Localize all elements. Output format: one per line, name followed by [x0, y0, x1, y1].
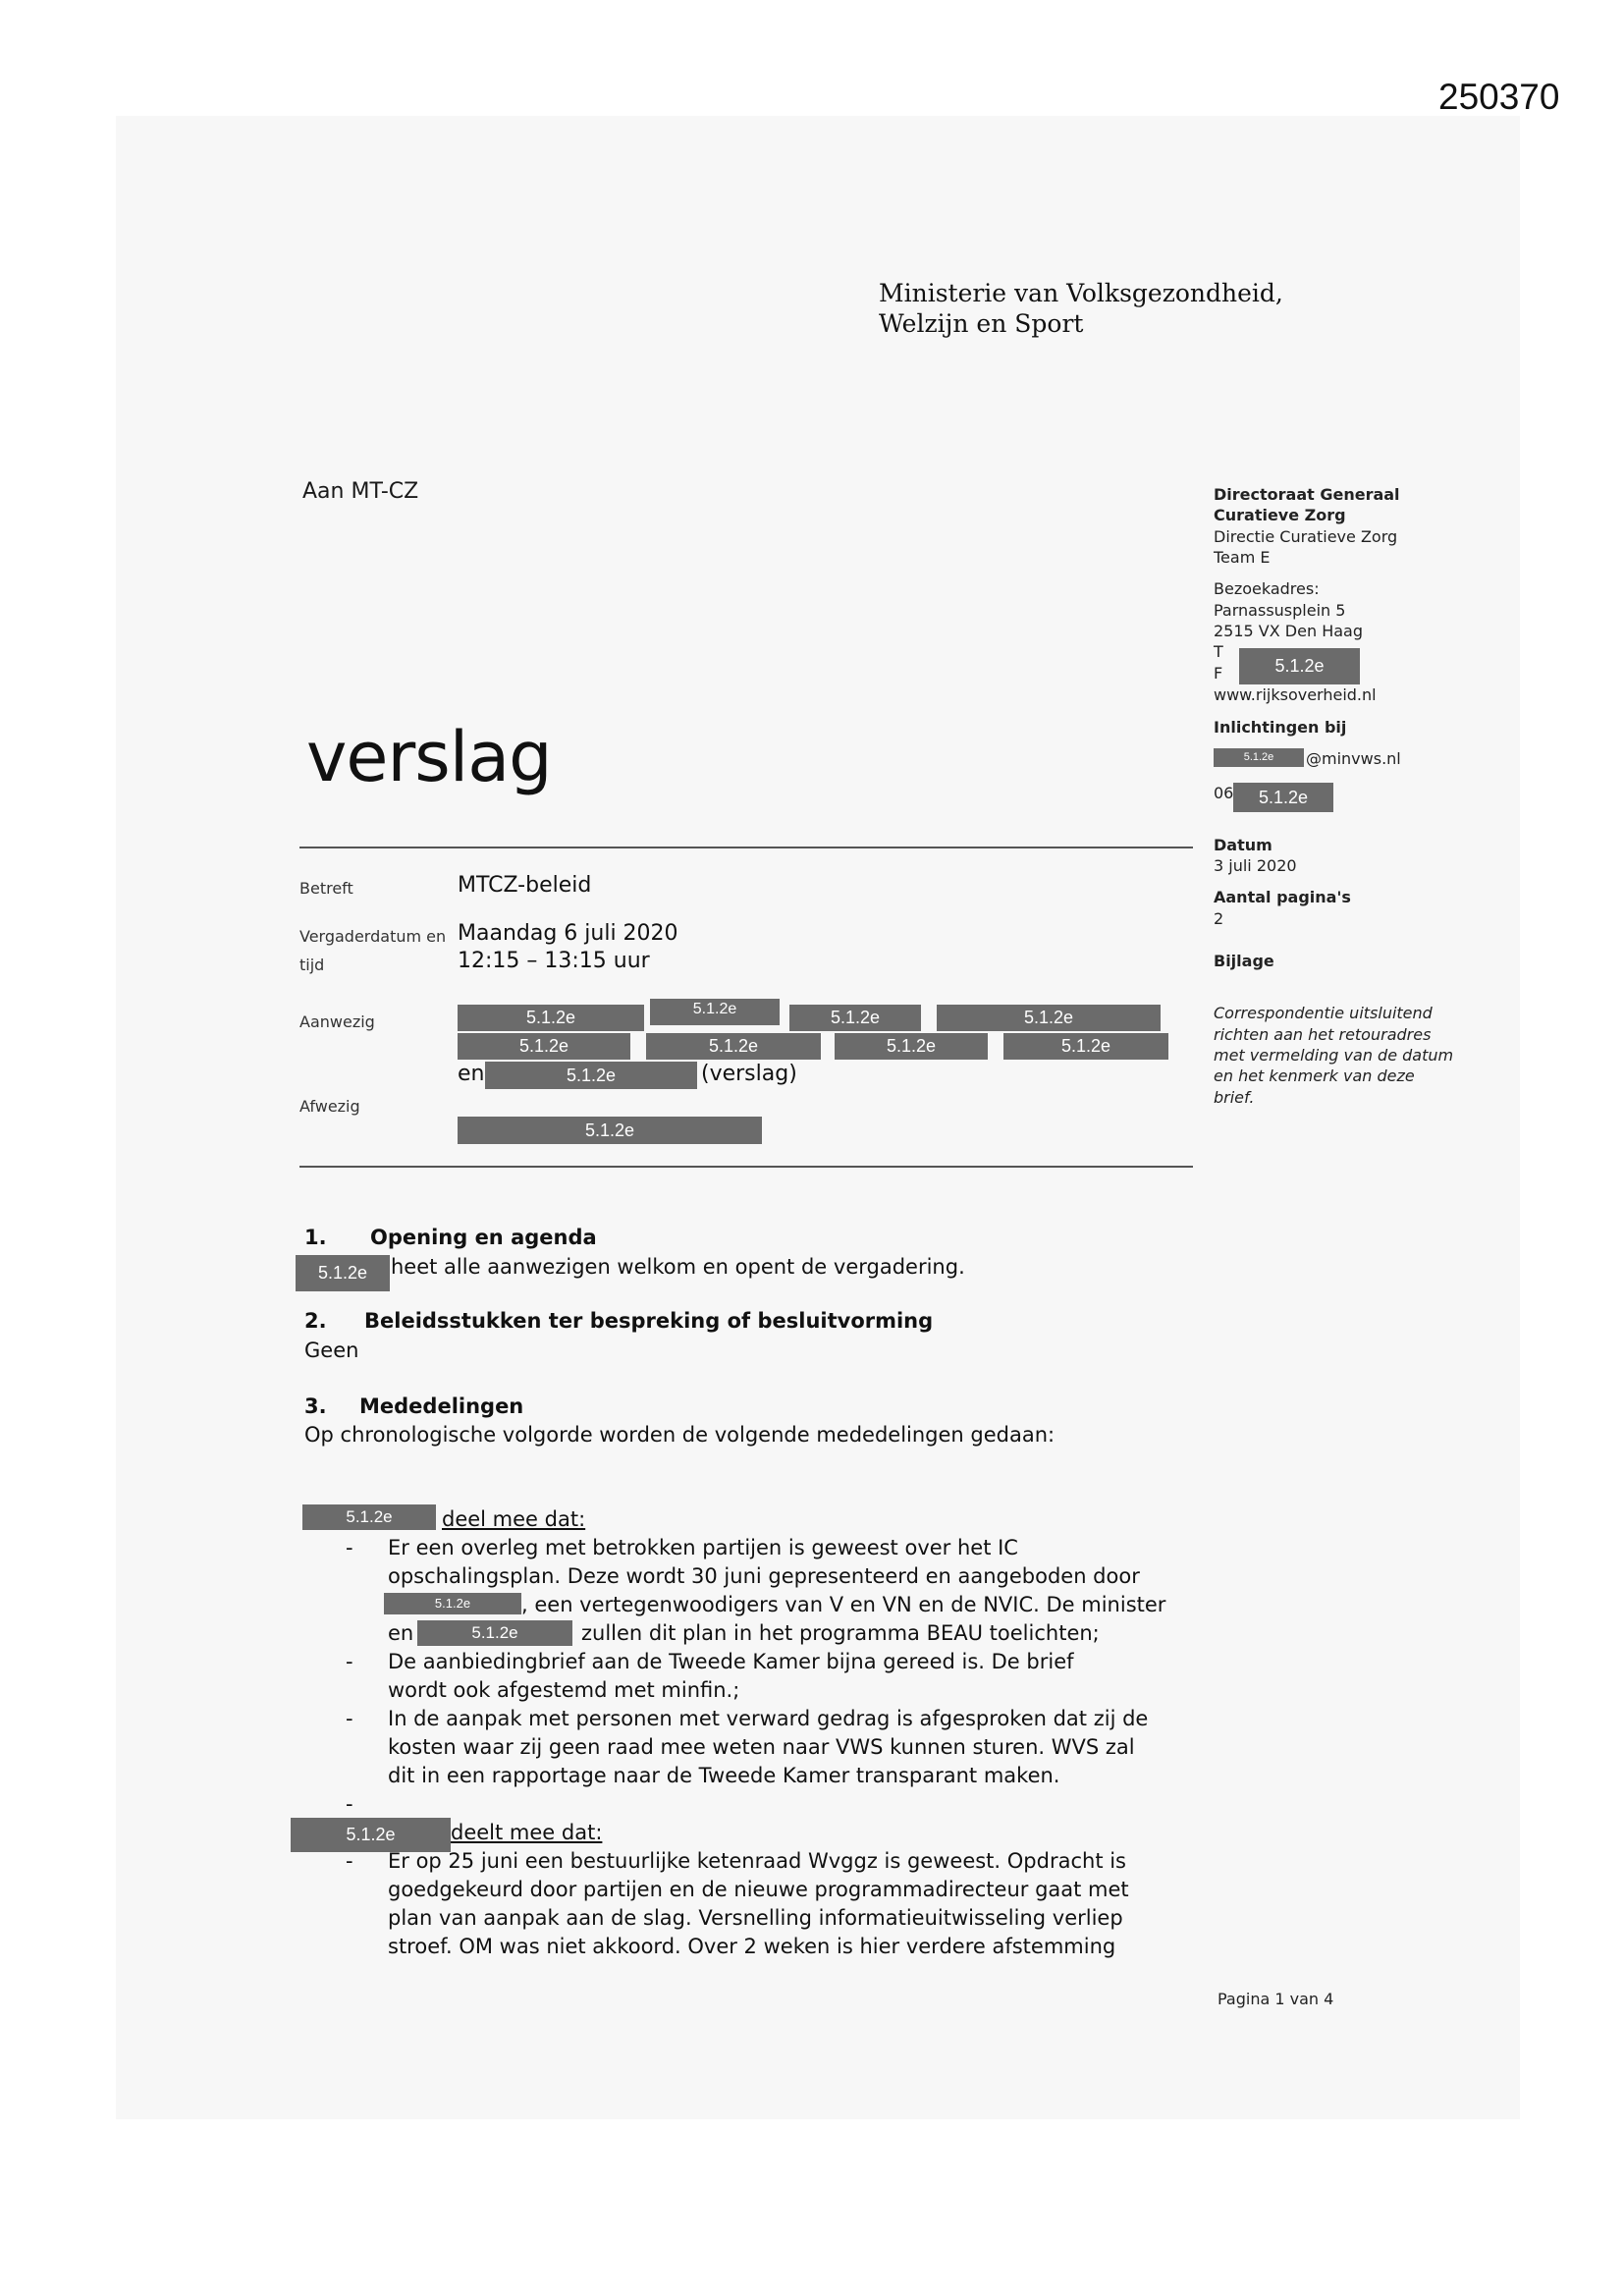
divider-bottom [299, 1166, 1193, 1168]
redaction-chair: 5.1.2e [296, 1255, 390, 1291]
sidebar-org2: Curatieve Zorg [1214, 506, 1346, 524]
sidebar-org1: Directoraat Generaal [1214, 485, 1400, 504]
sidebar-phone-prefix: 06 [1214, 784, 1234, 802]
meeting-date: Maandag 6 juli 2020 [458, 921, 678, 946]
sidebar-visit-label: Bezoekadres: [1214, 579, 1320, 598]
bullet-1-line-2: opschalingsplan. Deze wordt 30 juni gepresenteerd en aangeboden door [388, 1564, 1140, 1588]
ministry-line-1: Ministerie van Volksgezondheid, [879, 279, 1283, 307]
ministry-logo-text [879, 278, 1283, 339]
section-3-text: Op chronologische volgorde worden de volgende mededelingen gedaan: [304, 1423, 1056, 1447]
sidebar-street: Parnassusplein 5 [1214, 601, 1346, 620]
afwezig-label: Afwezig [299, 1097, 360, 1116]
sidebar-pages-label: Aantal pagina's [1214, 888, 1351, 906]
bullet-2-line-2: wordt ook afgestemd met minfin.; [388, 1678, 740, 1702]
attendee-verslag: (verslag) [701, 1062, 797, 1086]
aanwezig-label: Aanwezig [299, 1012, 375, 1031]
redaction-attendee: 5.1.2e [937, 1005, 1161, 1031]
redaction-attendee: 5.1.2e [458, 1005, 644, 1031]
sidebar-bijlage-label: Bijlage [1214, 952, 1274, 970]
bullet-3-line-3: dit in een rapportage naar de Tweede Kamer transparant maken. [388, 1764, 1060, 1787]
bullet: - [346, 1536, 353, 1559]
meeting-time: 12:15 – 13:15 uur [458, 949, 650, 973]
bullet-2-line-1: De aanbiedingbrief aan de Tweede Kamer bijna gereed is. De brief [388, 1650, 1074, 1673]
sidebar-note-4: en het kenmerk van deze [1214, 1066, 1415, 1085]
vergaderdatum-label-2: tijd [299, 956, 325, 974]
sidebar-city: 2515 VX Den Haag [1214, 622, 1363, 640]
sidebar-info-label: Inlichtingen bij [1214, 718, 1347, 737]
sidebar-datum: 3 juli 2020 [1214, 856, 1297, 875]
paragraph-1-intro: deel mee dat: [442, 1507, 586, 1531]
redaction-email: 5.1.2e [1214, 748, 1304, 767]
betreft-label: Betreft [299, 879, 353, 898]
bullet: - [346, 1792, 353, 1816]
bullet: - [346, 1650, 353, 1673]
section-2-number: 2. [304, 1309, 327, 1333]
redaction-speaker: 5.1.2e [291, 1818, 451, 1852]
bullet-4-line-3: plan van aanpak aan de slag. Versnelling informatieuitwisseling verliep [388, 1906, 1123, 1930]
sidebar-note-2: richten aan het retouradres [1214, 1025, 1432, 1044]
redaction-absent: 5.1.2e [458, 1117, 762, 1144]
bullet-4-line-2: goedgekeurd door partijen en de nieuwe programmadirecteur gaat met [388, 1878, 1129, 1901]
section-3-title: Mededelingen [359, 1394, 524, 1418]
sidebar-t: T [1214, 642, 1223, 661]
redaction-attendee: 5.1.2e [650, 999, 780, 1025]
bullet-1-line-4: zullen dit plan in het programma BEAU toelichten; [581, 1621, 1100, 1645]
redaction-inline: 5.1.2e [417, 1620, 572, 1646]
bullet: - [346, 1707, 353, 1730]
section-1-title: Opening en agenda [370, 1226, 597, 1249]
sidebar-web: www.rijksoverheid.nl [1214, 685, 1377, 704]
bullet-4-line-4: stroef. OM was niet akkoord. Over 2 weken is hier verdere afstemming [388, 1935, 1116, 1958]
redaction-attendee: 5.1.2e [1003, 1033, 1168, 1060]
redaction-mobile: 5.1.2e [1233, 783, 1333, 812]
ministry-line-2: Welzijn en Sport [879, 309, 1084, 338]
document-number: 250370 [1438, 77, 1560, 117]
bullet-3-line-2: kosten waar zij geen raad mee weten naar VWS kunnen sturen. WVS zal [388, 1735, 1135, 1759]
bullet: - [346, 1849, 353, 1873]
page-number: Pagina 1 van 4 [1218, 1990, 1334, 2008]
redaction-attendee: 5.1.2e [458, 1033, 630, 1060]
sidebar-datum-label: Datum [1214, 836, 1272, 854]
bullet-1-line-1: Er een overleg met betrokken partijen is geweest over het IC [388, 1536, 1018, 1559]
divider-top [299, 847, 1193, 848]
redaction-attendee: 5.1.2e [789, 1005, 921, 1031]
paragraph-2-intro: deelt mee dat: [451, 1821, 603, 1844]
bullet-3-line-1: In de aanpak met personen met verward gedrag is afgesproken dat zij de [388, 1707, 1149, 1730]
sidebar-note-1: Correspondentie uitsluitend [1214, 1004, 1433, 1022]
redaction-attendee: 5.1.2e [835, 1033, 988, 1060]
bullet-1-line-3: , een vertegenwoodigers van V en VN en de NVIC. De minister [521, 1593, 1166, 1616]
document-title: verslag [306, 717, 552, 797]
section-1-number: 1. [304, 1226, 327, 1249]
sidebar-directie: Directie Curatieve Zorg [1214, 527, 1398, 546]
sidebar-f: F [1214, 664, 1223, 683]
sidebar-email-suffix: @minvws.nl [1306, 749, 1401, 768]
redaction-speaker: 5.1.2e [302, 1504, 436, 1530]
sidebar-note-5: brief. [1214, 1088, 1255, 1107]
redaction-phone: 5.1.2e [1239, 648, 1360, 684]
redaction-inline: 5.1.2e [384, 1593, 521, 1614]
sidebar-pages: 2 [1214, 909, 1224, 928]
sidebar-note-3: met vermelding van de datum [1214, 1046, 1454, 1065]
section-2-title: Beleidsstukken ter bespreking of besluitvorming [364, 1309, 934, 1333]
redaction-attendee: 5.1.2e [485, 1062, 697, 1089]
section-2-text: Geen [304, 1339, 359, 1362]
attendee-en: en [458, 1062, 485, 1086]
vergaderdatum-label-1: Vergaderdatum en [299, 927, 447, 946]
addressee: Aan MT-CZ [302, 479, 419, 504]
section-3-number: 3. [304, 1394, 327, 1418]
redaction-attendee: 5.1.2e [646, 1033, 821, 1060]
bullet-1-line-4-en: en [388, 1621, 414, 1645]
bullet-4-line-1: Er op 25 juni een bestuurlijke ketenraad Wvggz is geweest. Opdracht is [388, 1849, 1127, 1873]
sidebar-team: Team E [1214, 548, 1271, 567]
section-1-text: heet alle aanwezigen welkom en opent de vergadering. [391, 1255, 965, 1279]
betreft-value: MTCZ-beleid [458, 873, 592, 898]
